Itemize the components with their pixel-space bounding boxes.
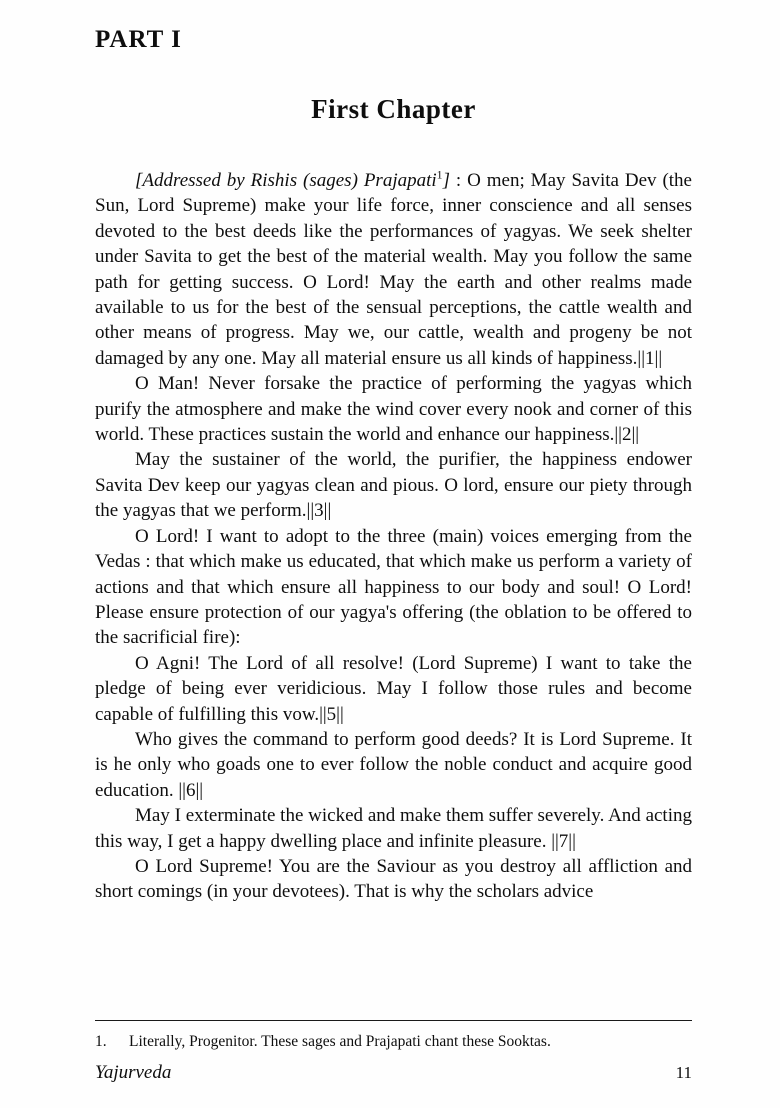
body-text	[95, 168, 692, 905]
page-content	[95, 26, 692, 905]
paragraph-3: May the sustainer of the world, the purifier, the happiness endower Savita Dev keep our yagyas clean and pious. O lord, ensure our piety through the yagyas that we perform.||3||	[95, 449, 692, 522]
footnote-text: Literally, Progenitor. These sages and Prajapati chant these Sooktas.	[129, 1033, 551, 1050]
footnote-marker: 1	[436, 168, 443, 182]
paragraph-6: Who gives the command to perform good deeds? It is Lord Supreme. It is he only who goads one to ever follow the noble conduct and acquire good education. ||6||	[95, 728, 692, 801]
paragraph-1	[95, 168, 692, 371]
page-number: 11	[675, 1063, 692, 1082]
page-footer	[95, 1062, 692, 1084]
attribution-italic-lead: [Addressed by Rishis (sages) Prajapati	[135, 170, 437, 191]
chapter-heading: First Chapter	[311, 94, 476, 124]
paragraph-8: O Lord Supreme! You are the Saviour as you destroy all affliction and short comings (in your devotees). That is why the scholars advice	[95, 855, 692, 903]
footnote	[95, 1032, 692, 1052]
paragraph-1-text: : O men; May Savita Dev (the Sun, Lord Supreme) make your life force, inner conscience and all senses devoted to the best deeds like the performances of yagyas. We seek shelter under Savita to get the best of the material wealth. May you follow the same path for getting success. O Lord! May the earth and other realms made available to us for the best of the sensual perceptions, the cattle wealth and other means of progress. May we, our cattle, wealth and progeny be not damaged by any one. May all material ensure us all kinds of happiness.||1||	[95, 170, 692, 369]
paragraph-2: O Man! Never forsake the practice of performing the yagyas which purify the atmosphere and make the wind cover every nook and corner of this world. These practices sustain the world and enhance our happiness.||2||	[95, 373, 692, 446]
attribution-italic-close: ]	[442, 170, 450, 191]
paragraph-5: O Agni! The Lord of all resolve! (Lord Supreme) I want to take the pledge of being ever veridicious. May I follow those rules and become capable of fulfilling this vow.||5||	[95, 652, 692, 725]
paragraph-7: May I exterminate the wicked and make them suffer severely. And acting this way, I get a happy dwelling place and infinite pleasure. ||7||	[95, 805, 692, 852]
part-heading: PART I	[95, 26, 182, 53]
paragraph-4: O Lord! I want to adopt to the three (main) voices emerging from the Vedas : that which make us educated, that which make us perform a variety of actions and that which ensure all happiness to our body and soul! O Lord! Please ensure protection of our yagya's offering (the oblation to be offered to the sacrificial fire):	[95, 525, 692, 649]
footnote-divider	[95, 1020, 692, 1021]
footnote-number: 1.	[95, 1033, 107, 1050]
book-title: Yajurveda	[95, 1062, 172, 1083]
